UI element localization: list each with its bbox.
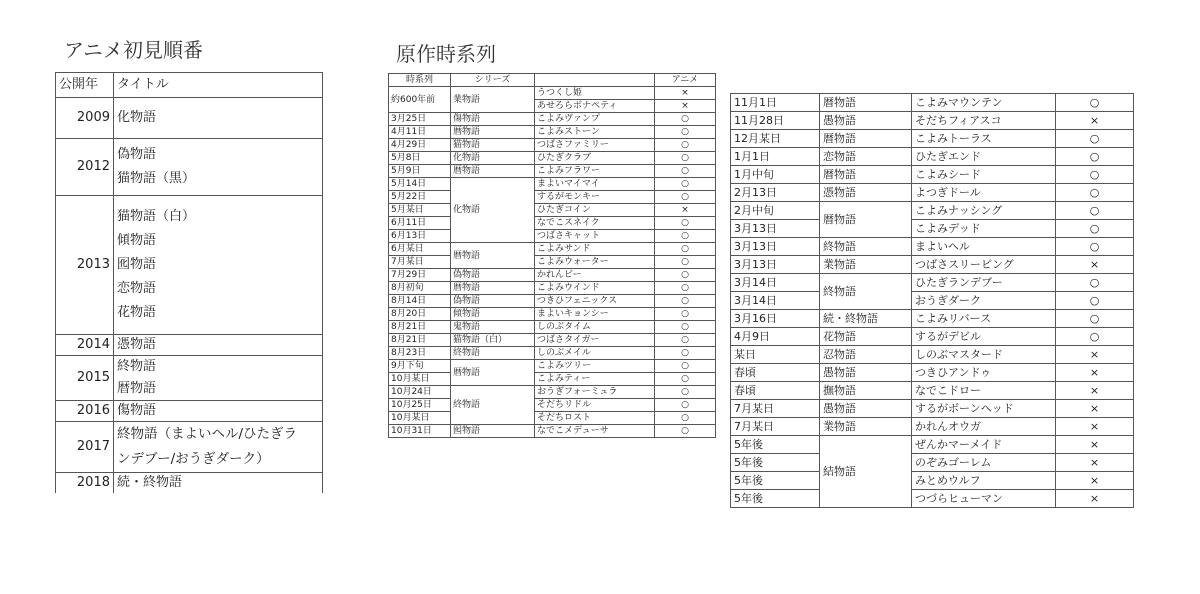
- anime-order-title: アニメ初見順番: [64, 38, 203, 62]
- table-row: [731, 400, 1134, 418]
- series-cell: 結物語: [820, 436, 912, 508]
- title-line: 傾物語: [117, 233, 157, 248]
- table-row: [731, 382, 1134, 400]
- time-cell: 4月29日: [389, 139, 451, 152]
- time-cell: 春頃: [731, 382, 820, 400]
- table-row: [731, 184, 1134, 202]
- ep-cell: しのぶタイム: [535, 321, 655, 334]
- title-cell: [114, 196, 323, 335]
- year-cell: 2016: [56, 401, 114, 422]
- ep-cell: こよみデッド: [912, 220, 1056, 238]
- ep-cell: しのぶマスタード: [912, 346, 1056, 364]
- title-line: 暦物語: [117, 381, 157, 396]
- anime-cell: ○: [1056, 130, 1134, 148]
- header-anime: アニメ: [655, 74, 716, 87]
- series-cell: 終物語: [820, 274, 912, 310]
- series-cell: 囮物語: [451, 425, 535, 438]
- ep-cell: こよみウインド: [535, 282, 655, 295]
- table-row: [389, 373, 716, 386]
- ep-cell: なでこドロー: [912, 382, 1056, 400]
- anime-cell: ○: [655, 113, 716, 126]
- series-cell: 恋物語: [820, 148, 912, 166]
- table-row: [731, 112, 1134, 130]
- series-cell: 続・終物語: [820, 310, 912, 328]
- ep-cell: こよみトーラス: [912, 130, 1056, 148]
- header-series: シリーズ: [451, 74, 535, 87]
- anime-cell: ×: [655, 87, 716, 100]
- ep-cell: のぞみゴーレム: [912, 454, 1056, 472]
- title-line: ンデブー/おうぎダーク）: [117, 451, 270, 467]
- anime-cell: ○: [1056, 220, 1134, 238]
- series-cell: 暦物語: [820, 94, 912, 112]
- anime-cell: ○: [1056, 94, 1134, 112]
- anime-cell: ○: [655, 178, 716, 191]
- year-cell: 2014: [56, 335, 114, 356]
- anime-cell: ○: [1056, 274, 1134, 292]
- time-cell: 8月21日: [389, 334, 451, 347]
- time-cell: 2月中旬: [731, 202, 820, 220]
- time-cell: 6月11日: [389, 217, 451, 230]
- anime-cell: ○: [655, 425, 716, 438]
- anime-cell: ×: [655, 100, 716, 113]
- ep-cell: よつぎドール: [912, 184, 1056, 202]
- time-cell: 7月29日: [389, 269, 451, 282]
- table-row: [389, 139, 716, 152]
- table-row: [731, 292, 1134, 310]
- year-cell: 2009: [56, 98, 114, 139]
- series-cell: 暦物語: [820, 130, 912, 148]
- time-cell: 某日: [731, 346, 820, 364]
- title-line: 猫物語（白）: [117, 209, 196, 224]
- table-row: [56, 196, 323, 335]
- ep-cell: かれんビー: [535, 269, 655, 282]
- table-row: [731, 472, 1134, 490]
- table-row: [731, 346, 1134, 364]
- table-row: [731, 364, 1134, 382]
- table-row: [731, 490, 1134, 508]
- table-row: [389, 178, 716, 191]
- series-cell: 業物語: [820, 256, 912, 274]
- anime-order-table: [55, 72, 323, 493]
- anime-cell: ×: [1056, 346, 1134, 364]
- chronology-body: [389, 87, 716, 438]
- ep-cell: ひたぎエンド: [912, 148, 1056, 166]
- ep-cell: こよみフラワー: [535, 165, 655, 178]
- ep-cell: つきひアンドゥ: [912, 364, 1056, 382]
- ep-cell: つばさファミリー: [535, 139, 655, 152]
- time-cell: 10月25日: [389, 399, 451, 412]
- ep-cell: つづらヒューマン: [912, 490, 1056, 508]
- ep-cell: つきひフェニックス: [535, 295, 655, 308]
- table-row: [389, 256, 716, 269]
- series-cell: 終物語: [820, 238, 912, 256]
- chronology-table-continued: [730, 93, 1134, 508]
- anime-cell: ○: [1056, 202, 1134, 220]
- time-cell: 12月某日: [731, 130, 820, 148]
- series-cell: 終物語: [451, 386, 535, 425]
- title-line: 恋物語: [117, 281, 157, 296]
- ep-cell: こよみヴァンプ: [535, 113, 655, 126]
- time-cell: 1月1日: [731, 148, 820, 166]
- ep-cell: しのぶメイル: [535, 347, 655, 360]
- ep-cell: なでこスネイク: [535, 217, 655, 230]
- time-cell: 春頃: [731, 364, 820, 382]
- ep-cell: つばさスリーピング: [912, 256, 1056, 274]
- table-row: [731, 130, 1134, 148]
- table-row: [731, 418, 1134, 436]
- table-row: [389, 165, 716, 178]
- time-cell: 5月某日: [389, 204, 451, 217]
- series-cell: 偽物語: [451, 269, 535, 282]
- anime-cell: ×: [1056, 364, 1134, 382]
- chronology-table: [388, 73, 716, 438]
- anime-cell: ○: [655, 399, 716, 412]
- table-row: [56, 335, 323, 356]
- anime-cell: ○: [655, 165, 716, 178]
- anime-cell: ○: [655, 386, 716, 399]
- time-cell: 2月13日: [731, 184, 820, 202]
- ep-cell: するがデビル: [912, 328, 1056, 346]
- year-cell: 2013: [56, 196, 114, 335]
- table-row: [389, 191, 716, 204]
- table-row: [731, 94, 1134, 112]
- table-row: [389, 412, 716, 425]
- anime-cell: ○: [655, 126, 716, 139]
- time-cell: 10月某日: [389, 373, 451, 386]
- table-row: [389, 87, 716, 100]
- series-cell: 愚物語: [820, 364, 912, 382]
- anime-cell: ○: [1056, 166, 1134, 184]
- table-row: [731, 274, 1134, 292]
- table-row: [56, 422, 323, 473]
- table-row: [731, 202, 1134, 220]
- ep-cell: かれんオウガ: [912, 418, 1056, 436]
- time-cell: 5月8日: [389, 152, 451, 165]
- table-row: [731, 436, 1134, 454]
- anime-cell: ○: [655, 373, 716, 386]
- series-cell: 業物語: [820, 418, 912, 436]
- title-cell: [114, 422, 323, 473]
- time-cell: 1月中旬: [731, 166, 820, 184]
- series-cell: 傾物語: [451, 308, 535, 321]
- title-cell: 憑物語: [114, 335, 323, 356]
- table-row: [389, 113, 716, 126]
- time-cell: 3月13日: [731, 256, 820, 274]
- series-cell: 猫物語: [451, 139, 535, 152]
- table-row: [56, 139, 323, 196]
- ep-cell: まよいヘル: [912, 238, 1056, 256]
- anime-cell: ×: [1056, 454, 1134, 472]
- anime-cell: ×: [1056, 418, 1134, 436]
- year-cell: 2015: [56, 356, 114, 401]
- table-row: [389, 386, 716, 399]
- time-cell: 8月23日: [389, 347, 451, 360]
- anime-cell: ○: [655, 256, 716, 269]
- anime-cell: ○: [655, 347, 716, 360]
- time-cell: 3月14日: [731, 274, 820, 292]
- time-cell: 約600年前: [389, 87, 451, 113]
- time-cell: 5月14日: [389, 178, 451, 191]
- title-line: 猫物語（黒）: [117, 171, 196, 186]
- ep-cell: ぜんかマーメイド: [912, 436, 1056, 454]
- series-cell: 忍物語: [820, 346, 912, 364]
- ep-cell: するがモンキー: [535, 191, 655, 204]
- series-cell: 傷物語: [451, 113, 535, 126]
- anime-cell: ○: [655, 321, 716, 334]
- table-row: [389, 308, 716, 321]
- header-time: 時系列: [389, 74, 451, 87]
- year-cell: 2012: [56, 139, 114, 196]
- anime-cell: ○: [1056, 184, 1134, 202]
- ep-cell: こよみリバース: [912, 310, 1056, 328]
- ep-cell: そだちリドル: [535, 399, 655, 412]
- table-row: [389, 217, 716, 230]
- table-row: [56, 401, 323, 422]
- ep-cell: そだちロスト: [535, 412, 655, 425]
- anime-cell: ○: [655, 217, 716, 230]
- anime-cell: ○: [655, 282, 716, 295]
- ep-cell: こよみサンド: [535, 243, 655, 256]
- ep-cell: こよみシード: [912, 166, 1056, 184]
- ep-cell: あせろらボナペティ: [535, 100, 655, 113]
- header-year: 公開年: [56, 73, 114, 98]
- ep-cell: おうぎフォーミュラ: [535, 386, 655, 399]
- series-cell: 暦物語: [451, 165, 535, 178]
- series-cell: 業物語: [451, 87, 535, 113]
- anime-cell: ○: [655, 308, 716, 321]
- anime-cell: ×: [1056, 256, 1134, 274]
- ep-cell: こよみツリー: [535, 360, 655, 373]
- table-row: [389, 282, 716, 295]
- ep-cell: つばさキャット: [535, 230, 655, 243]
- table-row: [389, 347, 716, 360]
- time-cell: 5月22日: [389, 191, 451, 204]
- ep-cell: おうぎダーク: [912, 292, 1056, 310]
- title-line: 囮物語: [117, 257, 157, 272]
- anime-cell: ○: [655, 334, 716, 347]
- title-line: 花物語: [117, 305, 157, 320]
- series-cell: 終物語: [451, 347, 535, 360]
- time-cell: 11月1日: [731, 94, 820, 112]
- year-cell: 2018: [56, 473, 114, 494]
- series-cell: 暦物語: [451, 126, 535, 139]
- time-cell: 3月25日: [389, 113, 451, 126]
- anime-cell: ○: [1056, 292, 1134, 310]
- anime-cell: ×: [655, 204, 716, 217]
- series-cell: 暦物語: [451, 282, 535, 295]
- time-cell: 8月14日: [389, 295, 451, 308]
- anime-cell: ×: [1056, 382, 1134, 400]
- anime-cell: ○: [655, 243, 716, 256]
- table-row: [389, 230, 716, 243]
- series-cell: 愚物語: [820, 112, 912, 130]
- ep-cell: まよいキョンシー: [535, 308, 655, 321]
- table-row: [56, 356, 323, 401]
- time-cell: 11月28日: [731, 112, 820, 130]
- table-row: [731, 148, 1134, 166]
- time-cell: 5年後: [731, 490, 820, 508]
- anime-cell: ○: [655, 295, 716, 308]
- anime-cell: ○: [655, 360, 716, 373]
- time-cell: 8月20日: [389, 308, 451, 321]
- series-cell: 暦物語: [820, 202, 912, 238]
- ep-cell: するがボーンヘッド: [912, 400, 1056, 418]
- anime-cell: ○: [655, 269, 716, 282]
- ep-cell: こよみストーン: [535, 126, 655, 139]
- chronology-title: 原作時系列: [396, 42, 496, 66]
- table-row: [731, 310, 1134, 328]
- header-episode: [535, 74, 655, 87]
- series-cell: 撫物語: [820, 382, 912, 400]
- series-cell: 暦物語: [820, 166, 912, 184]
- ep-cell: なでこメデューサ: [535, 425, 655, 438]
- title-line: 終物語（まよいヘル/ひたぎラ: [117, 426, 298, 442]
- time-cell: 5年後: [731, 472, 820, 490]
- anime-cell: ○: [655, 230, 716, 243]
- time-cell: 8月21日: [389, 321, 451, 334]
- title-cell: [114, 356, 323, 401]
- table-row: [389, 126, 716, 139]
- year-cell: 2017: [56, 422, 114, 473]
- series-cell: 暦物語: [451, 243, 535, 269]
- header-title: タイトル: [114, 73, 323, 98]
- time-cell: 10月某日: [389, 412, 451, 425]
- time-cell: 8月初旬: [389, 282, 451, 295]
- ep-cell: つばさタイガー: [535, 334, 655, 347]
- series-cell: 愚物語: [820, 400, 912, 418]
- time-cell: 6月某日: [389, 243, 451, 256]
- ep-cell: ひたぎランデブー: [912, 274, 1056, 292]
- series-cell: 暦物語: [451, 360, 535, 386]
- series-cell: 鬼物語: [451, 321, 535, 334]
- time-cell: 3月13日: [731, 238, 820, 256]
- time-cell: 3月13日: [731, 220, 820, 238]
- ep-cell: ひたぎクラブ: [535, 152, 655, 165]
- time-cell: 6月13日: [389, 230, 451, 243]
- time-cell: 10月24日: [389, 386, 451, 399]
- table-row: [389, 269, 716, 282]
- anime-cell: ○: [1056, 148, 1134, 166]
- series-cell: 猫物語（白）: [451, 334, 535, 347]
- title-cell: 傷物語: [114, 401, 323, 422]
- anime-cell: ×: [1056, 436, 1134, 454]
- ep-cell: まよいマイマイ: [535, 178, 655, 191]
- anime-cell: ×: [1056, 490, 1134, 508]
- anime-cell: ○: [1056, 328, 1134, 346]
- table-row: [731, 220, 1134, 238]
- ep-cell: こよみナッシング: [912, 202, 1056, 220]
- ep-cell: ひたぎコイン: [535, 204, 655, 217]
- ep-cell: こよみウォーター: [535, 256, 655, 269]
- table-row: [731, 454, 1134, 472]
- table-header-row: [56, 73, 323, 98]
- table-row: [731, 256, 1134, 274]
- time-cell: 4月11日: [389, 126, 451, 139]
- time-cell: 5月9日: [389, 165, 451, 178]
- ep-cell: こよみマウンテン: [912, 94, 1056, 112]
- anime-cell: ×: [1056, 400, 1134, 418]
- time-cell: 9月下旬: [389, 360, 451, 373]
- title-cell: [114, 139, 323, 196]
- anime-cell: ○: [655, 139, 716, 152]
- chronology-body-continued: [731, 94, 1134, 508]
- time-cell: 10月31日: [389, 425, 451, 438]
- table-row: [389, 295, 716, 308]
- table-row: [731, 328, 1134, 346]
- title-line: 終物語: [117, 359, 157, 374]
- anime-cell: ○: [655, 152, 716, 165]
- table-row: [56, 473, 323, 494]
- table-row: [389, 425, 716, 438]
- series-cell: 憑物語: [820, 184, 912, 202]
- ep-cell: みとめウルフ: [912, 472, 1056, 490]
- table-header-row: [389, 74, 716, 87]
- title-cell: 続・終物語: [114, 473, 323, 494]
- table-row: [389, 243, 716, 256]
- time-cell: 3月16日: [731, 310, 820, 328]
- table-row: [731, 238, 1134, 256]
- table-row: [389, 399, 716, 412]
- time-cell: 7月某日: [389, 256, 451, 269]
- ep-cell: うつくし姫: [535, 87, 655, 100]
- anime-cell: ○: [1056, 310, 1134, 328]
- title-cell: 化物語: [114, 98, 323, 139]
- table-row: [389, 204, 716, 217]
- table-row: [389, 321, 716, 334]
- anime-cell: ○: [655, 412, 716, 425]
- time-cell: 7月某日: [731, 418, 820, 436]
- table-row: [389, 360, 716, 373]
- anime-cell: ○: [655, 191, 716, 204]
- ep-cell: そだちフィアスコ: [912, 112, 1056, 130]
- time-cell: 3月14日: [731, 292, 820, 310]
- time-cell: 7月某日: [731, 400, 820, 418]
- title-line: 偽物語: [117, 147, 157, 162]
- table-row: [389, 152, 716, 165]
- time-cell: 5年後: [731, 436, 820, 454]
- table-row: [56, 98, 323, 139]
- series-cell: 化物語: [451, 178, 535, 243]
- anime-cell: ○: [1056, 238, 1134, 256]
- series-cell: 偽物語: [451, 295, 535, 308]
- ep-cell: こよみティー: [535, 373, 655, 386]
- table-row: [389, 334, 716, 347]
- anime-cell: ×: [1056, 112, 1134, 130]
- table-row: [731, 166, 1134, 184]
- series-cell: 花物語: [820, 328, 912, 346]
- anime-cell: ×: [1056, 472, 1134, 490]
- series-cell: 化物語: [451, 152, 535, 165]
- time-cell: 5年後: [731, 454, 820, 472]
- time-cell: 4月9日: [731, 328, 820, 346]
